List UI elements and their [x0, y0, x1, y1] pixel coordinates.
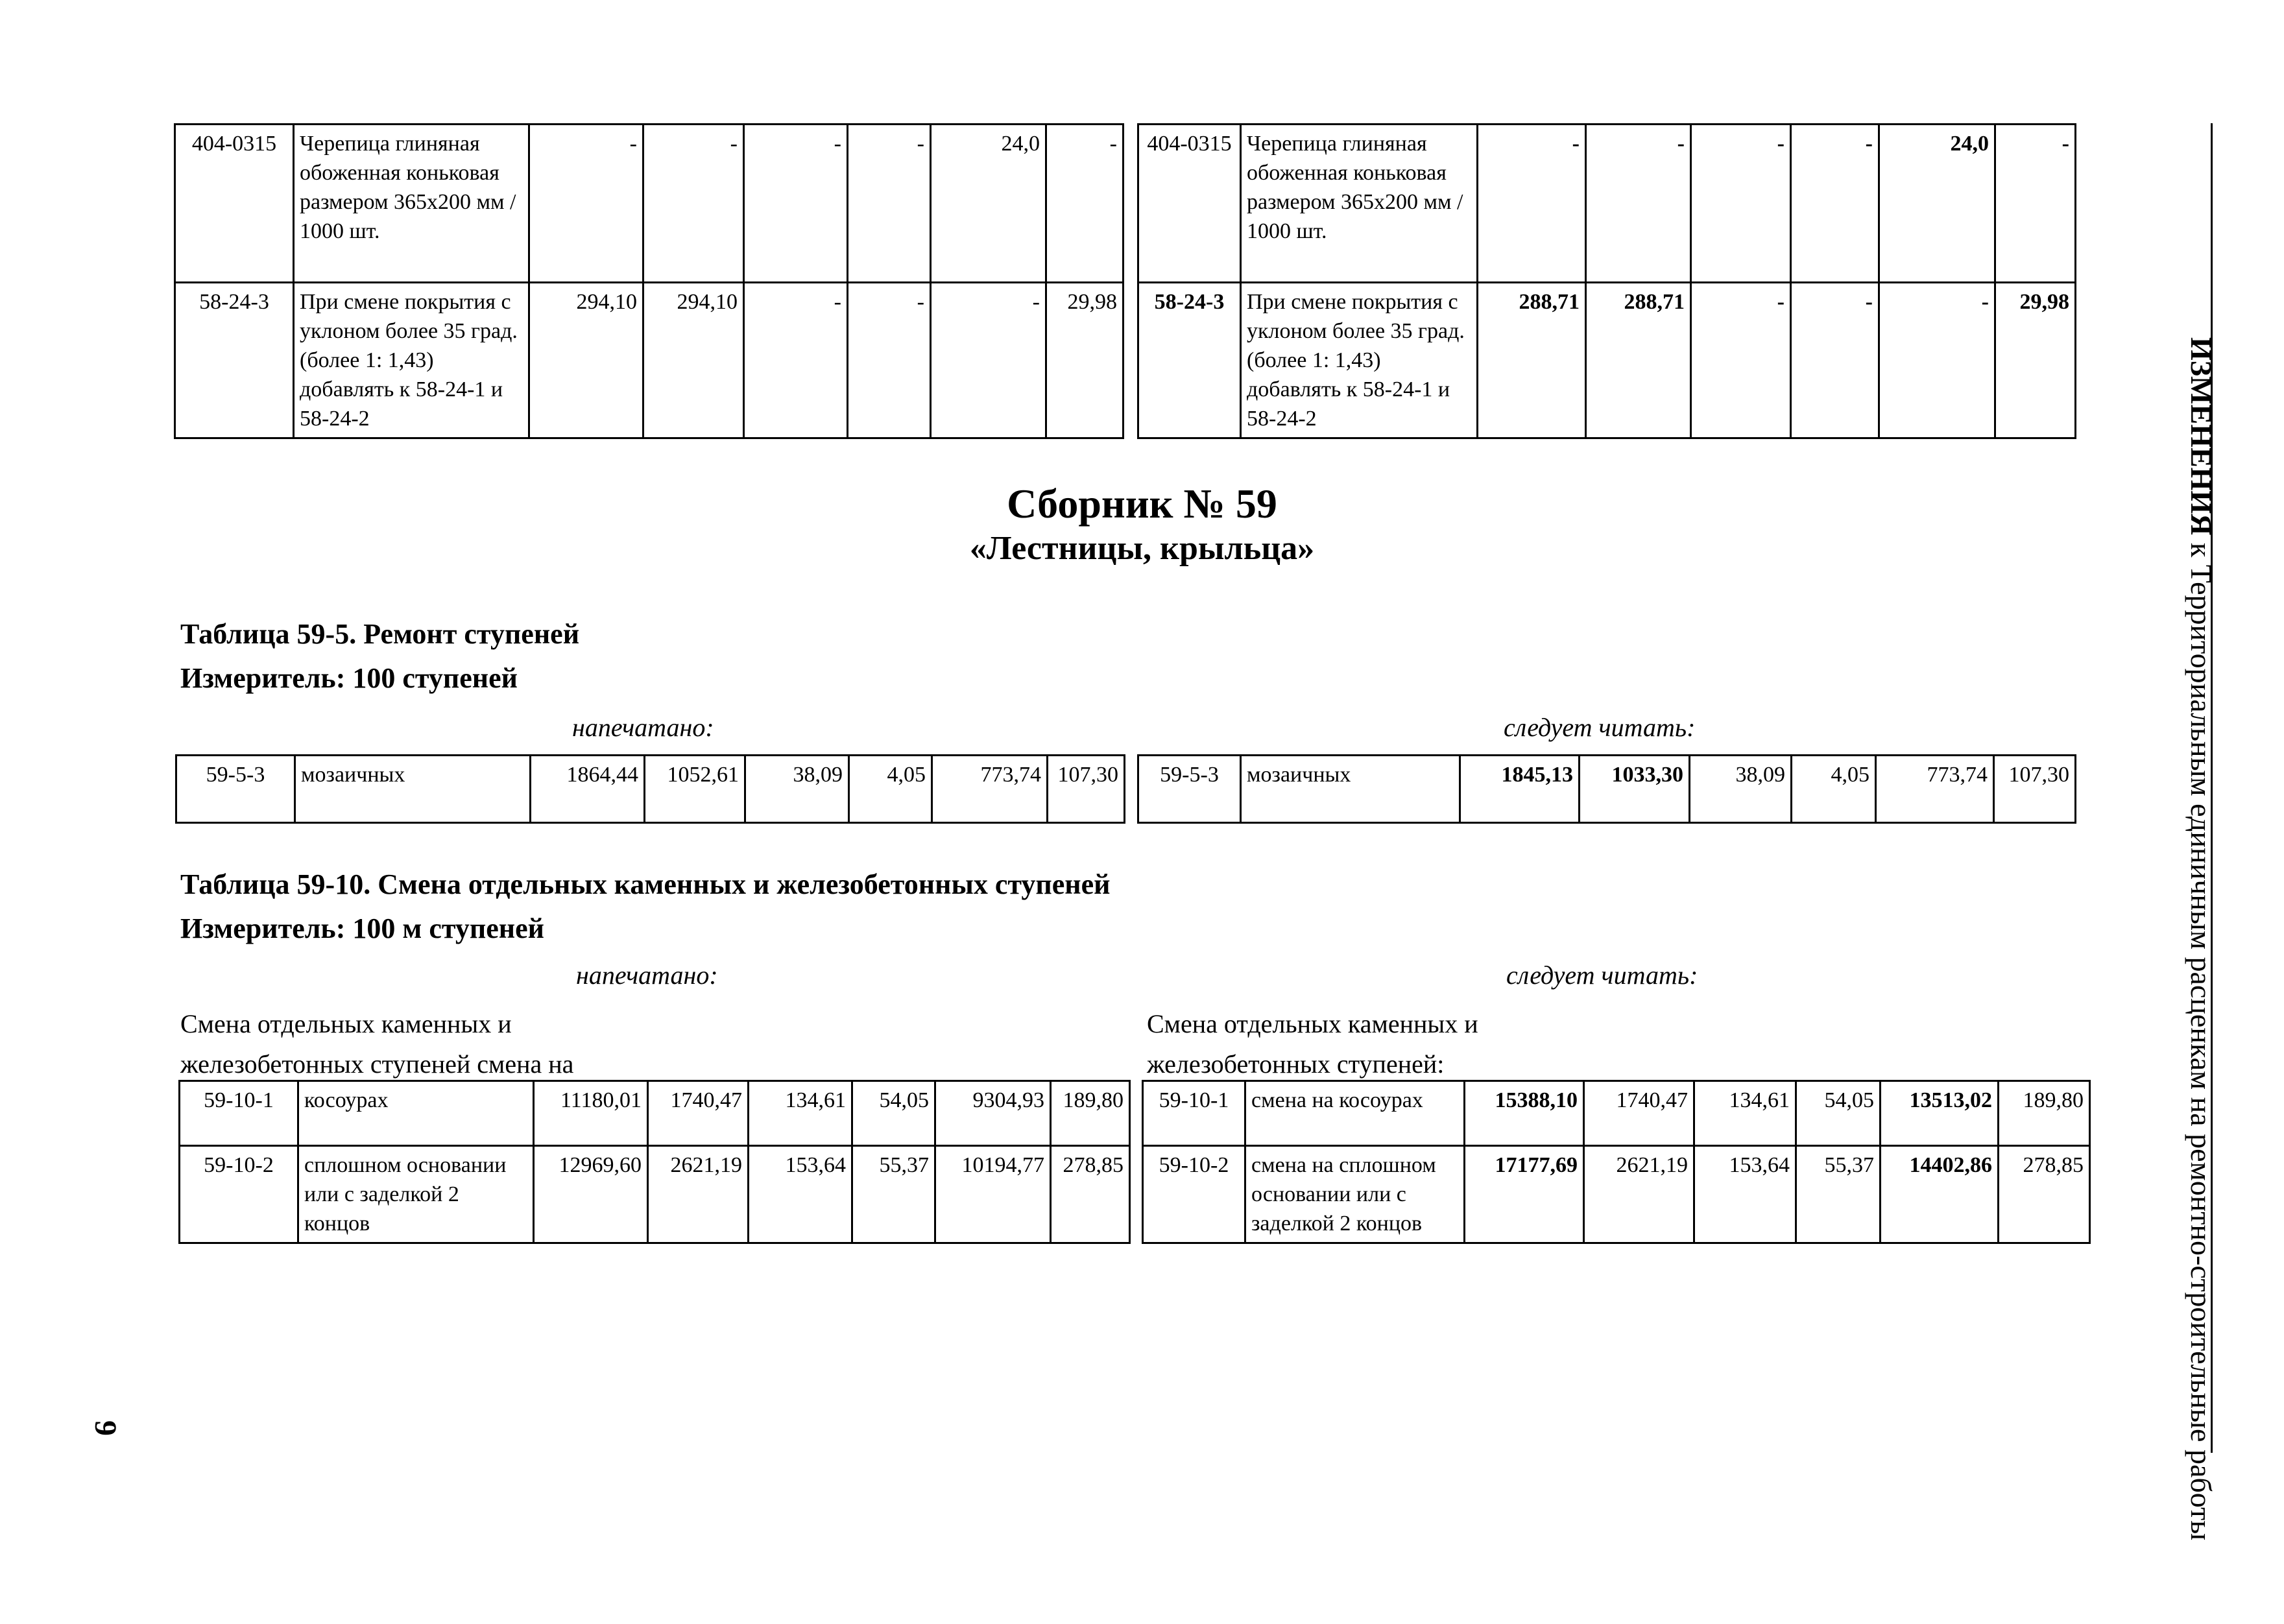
table10-meter: Измеритель: 100 м ступеней: [180, 913, 544, 944]
value-cell: 59-10-1: [1143, 1081, 1245, 1146]
value-cell: 24,0: [931, 125, 1046, 283]
value-cell: При смене покрытия с уклоном более 35 град. (более 1: 1,43) добавлять к 58-24-1 и 58-24-2: [1241, 283, 1478, 438]
value-cell: 134,61: [749, 1081, 852, 1146]
value-cell: 404-0315: [1138, 125, 1241, 283]
value-cell: 15388,10: [1465, 1081, 1584, 1146]
value-cell: -: [848, 283, 931, 438]
value-cell: 17177,69: [1465, 1146, 1584, 1243]
collection-subtitle: «Лестницы, крыльца»: [969, 530, 1315, 567]
table5-left: [175, 754, 1125, 824]
value-cell: 1052,61: [645, 756, 745, 823]
value-cell: 24,0: [1879, 125, 1995, 283]
value-cell: 107,30: [1048, 756, 1125, 823]
value-cell: 153,64: [1694, 1146, 1796, 1243]
table10-left: [178, 1080, 1131, 1244]
value-cell: 288,71: [1586, 283, 1691, 438]
table-row: [1138, 125, 2076, 283]
value-cell: 59-10-2: [1143, 1146, 1245, 1243]
value-cell: -: [1691, 125, 1791, 283]
value-cell: 54,05: [1796, 1081, 1881, 1146]
value-cell: -: [529, 125, 643, 283]
value-cell: 11180,01: [534, 1081, 648, 1146]
value-cell: 1740,47: [648, 1081, 749, 1146]
value-cell: -: [1995, 125, 2076, 283]
name-cell: При смене покрытия с уклоном более 35 град. (более 1: 1,43) добавлять к 58-24-1 и 58-24-2: [294, 283, 529, 438]
value-cell: -: [1046, 125, 1124, 283]
value-cell: 29,98: [1995, 283, 2076, 438]
value-cell: 134,61: [1694, 1081, 1796, 1146]
value-cell: 29,98: [1046, 283, 1124, 438]
value-cell: 278,85: [1999, 1146, 2090, 1243]
value-cell: -: [1478, 125, 1586, 283]
value-cell: сплошном основании или с заделкой 2 концов: [298, 1146, 534, 1243]
table5-printed-label: напечатано:: [572, 713, 714, 742]
value-cell: -: [931, 283, 1046, 438]
value-cell: -: [1691, 283, 1791, 438]
value-cell: 55,37: [1796, 1146, 1881, 1243]
value-cell: Черепица глиняная обоженная коньковая размером 365х200 мм / 1000 шт.: [1241, 125, 1478, 283]
table-row: [176, 756, 1125, 823]
value-cell: -: [643, 125, 744, 283]
table-row: [1138, 756, 2076, 823]
value-cell: 773,74: [932, 756, 1048, 823]
value-cell: 14402,86: [1881, 1146, 1999, 1243]
table-row: [1143, 1081, 2090, 1146]
value-cell: -: [1791, 283, 1879, 438]
collection-title: Сборник № 59: [1007, 481, 1277, 527]
value-cell: 1033,30: [1580, 756, 1690, 823]
value-cell: 1864,44: [531, 756, 645, 823]
value-cell: 189,80: [1999, 1081, 2090, 1146]
table-row: [1143, 1146, 2090, 1243]
value-cell: 288,71: [1478, 283, 1586, 438]
value-cell: мозаичных: [295, 756, 531, 823]
table5-right: [1137, 754, 2076, 824]
value-cell: 294,10: [643, 283, 744, 438]
value-cell: -: [1791, 125, 1879, 283]
value-cell: 9304,93: [935, 1081, 1051, 1146]
value-cell: 13513,02: [1881, 1081, 1999, 1146]
value-cell: 54,05: [852, 1081, 935, 1146]
table5-title: Таблица 59-5. Ремонт ступеней: [180, 618, 580, 650]
value-cell: -: [848, 125, 931, 283]
table10-right-intro: Смена отдельных каменных и железобетонных ступеней:: [1147, 1009, 1478, 1079]
value-cell: 10194,77: [935, 1146, 1051, 1243]
value-cell: -: [1879, 283, 1995, 438]
value-cell: 58-24-3: [1138, 283, 1241, 438]
table10-left-intro: Смена отдельных каменных и железобетонных ступеней смена на: [180, 1009, 574, 1079]
value-cell: 2621,19: [648, 1146, 749, 1243]
value-cell: 12969,60: [534, 1146, 648, 1243]
value-cell: 4,05: [849, 756, 932, 823]
value-cell: косоурах: [298, 1081, 534, 1146]
table-row: [180, 1146, 1130, 1243]
value-cell: 2621,19: [1584, 1146, 1694, 1243]
value-cell: 294,10: [529, 283, 643, 438]
value-cell: -: [1586, 125, 1691, 283]
value-cell: 59-5-3: [176, 756, 295, 823]
table-row: [180, 1081, 1130, 1146]
table-row: [1138, 283, 2076, 438]
table10-right: [1142, 1080, 2091, 1244]
value-cell: 55,37: [852, 1146, 935, 1243]
top-right-table: [1137, 123, 2076, 439]
value-cell: 153,64: [749, 1146, 852, 1243]
top-left-table: [174, 123, 1124, 439]
code-cell: 404-0315: [175, 125, 294, 283]
value-cell: 1845,13: [1460, 756, 1580, 823]
name-cell: Черепица глиняная обоженная коньковая размером 365х200 мм / 1000 шт.: [294, 125, 529, 283]
table-row: [175, 283, 1124, 438]
side-running-title: ИЗМЕНЕНИЯ к Территориальным единичным расценкам на ремонтно-строительные работы: [2185, 337, 2218, 1541]
value-cell: 59-10-2: [180, 1146, 298, 1243]
value-cell: -: [744, 125, 848, 283]
value-cell: мозаичных: [1241, 756, 1460, 823]
table10-title: Таблица 59-10. Смена отдельных каменных и железобетонных ступеней: [180, 868, 1111, 900]
value-cell: 38,09: [1690, 756, 1792, 823]
value-cell: 189,80: [1051, 1081, 1130, 1146]
table10-read-label: следует читать:: [1506, 961, 1698, 990]
table5-read-label: следует читать:: [1504, 713, 1696, 742]
table5-meter: Измеритель: 100 ступеней: [180, 662, 518, 694]
table10-printed-label: напечатано:: [576, 961, 718, 990]
value-cell: 1740,47: [1584, 1081, 1694, 1146]
value-cell: 107,30: [1994, 756, 2076, 823]
table-row: [175, 125, 1124, 283]
value-cell: 773,74: [1876, 756, 1994, 823]
value-cell: -: [744, 283, 848, 438]
value-cell: смена на сплошном основании или с заделкой 2 концов: [1245, 1146, 1465, 1243]
value-cell: 59-5-3: [1138, 756, 1241, 823]
page-number: 9: [88, 1420, 123, 1436]
value-cell: 278,85: [1051, 1146, 1130, 1243]
code-cell: 58-24-3: [175, 283, 294, 438]
value-cell: 38,09: [745, 756, 849, 823]
value-cell: смена на косоурах: [1245, 1081, 1465, 1146]
value-cell: 59-10-1: [180, 1081, 298, 1146]
value-cell: 4,05: [1792, 756, 1876, 823]
